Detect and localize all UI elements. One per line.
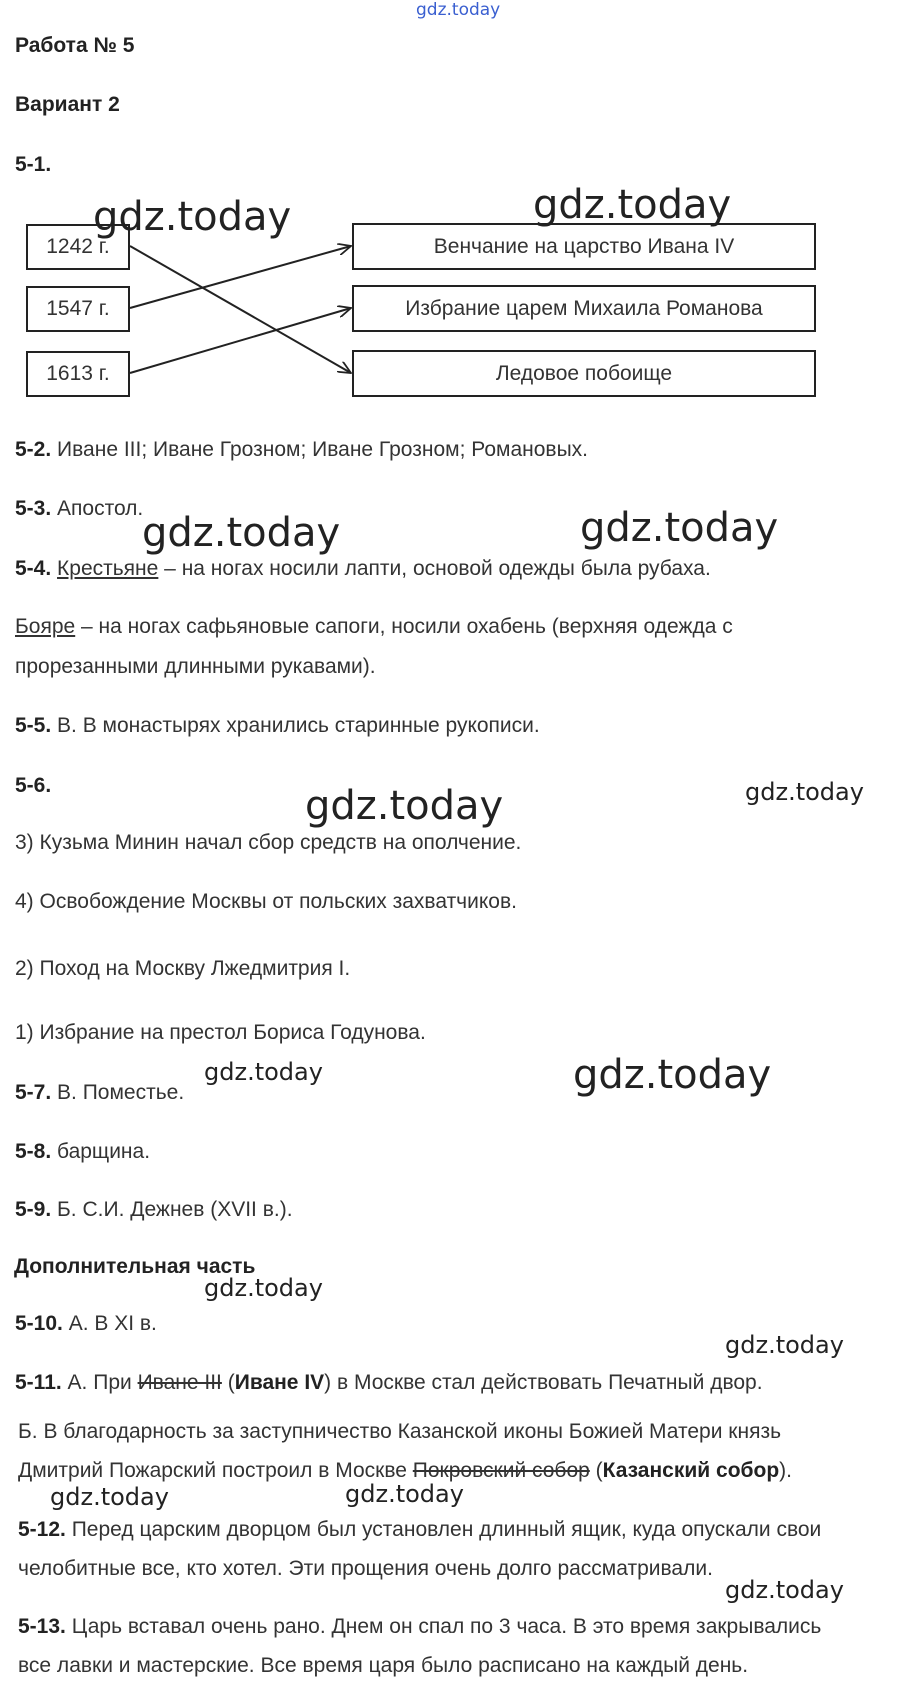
q7-answer: [15, 1080, 184, 1106]
q4-boyars-line-2: прорезанными длинными рукавами).: [15, 655, 376, 678]
watermark: gdz.today: [725, 1576, 844, 1604]
year-1613: 1613 г.: [46, 362, 110, 385]
q12-line-2: челобитные все, кто хотел. Эти прощения очень долго рассматривали.: [18, 1557, 713, 1580]
q4-label: 5-4.: [15, 557, 52, 580]
q8-label: 5-8.: [15, 1140, 52, 1163]
q9-text: Б. С.И. Дежнев (XVII в.).: [51, 1198, 293, 1221]
q8-answer: [15, 1139, 150, 1165]
q10-text: А. В XI в.: [62, 1312, 157, 1335]
q11-a-struck: Иване III: [137, 1371, 222, 1394]
watermark-top: gdz.today: [416, 0, 501, 20]
q11-b-open: (: [589, 1459, 603, 1482]
q2-label: 5-2.: [15, 438, 52, 461]
watermark: gdz.today: [573, 1052, 772, 1098]
watermark: gdz.today: [745, 778, 864, 806]
watermark: gdz.today: [580, 505, 779, 551]
q13-text-1: Царь вставал очень рано. Днем он спал по 3 часа. В это время закрывались: [65, 1615, 822, 1638]
q11-a-bold: Иване IV: [234, 1371, 325, 1394]
q3-answer: [15, 496, 143, 522]
q11-a-pre: А. При: [61, 1371, 138, 1394]
event-mikhail-romanov: Избрание царем Михаила Романова: [405, 296, 763, 320]
q2-answer: [15, 437, 588, 463]
q8-text: барщина.: [51, 1140, 151, 1163]
q7-text: В. Поместье.: [51, 1081, 185, 1104]
watermark: gdz.today: [142, 510, 341, 556]
arrow-1613-to-romanov: [130, 308, 351, 373]
q11-b-pre: Дмитрий Пожарский построил в Москве: [18, 1459, 413, 1482]
watermark: gdz.today: [93, 194, 292, 240]
q6-item-3: 2) Поход на Москву Лжедмитрия I.: [15, 957, 351, 980]
q6-item-1: 3) Кузьма Минин начал сбор средств на ополчение.: [15, 831, 522, 854]
event-coronation: Венчание на царство Ивана IV: [433, 234, 735, 258]
arrow-1242-to-ice-battle: [130, 246, 351, 373]
q9-answer: [15, 1197, 293, 1223]
q5-label: 5-5.: [15, 714, 52, 737]
q11-b-struck: Покровский собор: [412, 1459, 590, 1482]
q2-text: Иване III; Иване Грозном; Иване Грозном; Романовых.: [51, 438, 588, 461]
q1-label: 5-1.: [15, 153, 52, 176]
q12-line-1: [18, 1517, 821, 1543]
q13-line-1: [18, 1614, 821, 1640]
q3-text: Апостол.: [51, 497, 144, 520]
q13-line-2: все лавки и мастерские. Все время царя было расписано на каждый день.: [18, 1654, 749, 1677]
watermark: gdz.today: [345, 1480, 464, 1508]
q5-answer: [15, 713, 540, 739]
q10-label: 5-10.: [15, 1312, 63, 1335]
q4-boyars-word: Бояре: [15, 615, 76, 638]
q7-label: 5-7.: [15, 1081, 52, 1104]
q11-b-line-1: Б. В благодарность за заступничество Казанской иконы Божией Матери князь: [18, 1420, 782, 1443]
q10-answer: [15, 1311, 157, 1337]
page-title: Работа № 5: [15, 34, 135, 57]
q12-label: 5-12.: [18, 1518, 66, 1541]
extra-title: Дополнительная часть: [14, 1255, 256, 1278]
q11-b-close: ).: [779, 1459, 792, 1482]
q11-a-rest: ) в Москве стал действовать Печатный двор.: [324, 1371, 763, 1394]
q3-label: 5-3.: [15, 497, 52, 520]
q5-text: В. В монастырях хранились старинные рукописи.: [51, 714, 540, 737]
q4-peasants-text: – на ногах носили лапти, основой одежды была рубаха.: [158, 557, 711, 580]
variant-label: Вариант 2: [15, 93, 120, 116]
q11-a-open: (: [221, 1371, 235, 1394]
watermark: gdz.today: [204, 1274, 323, 1302]
year-1242: 1242 г.: [46, 235, 110, 258]
watermark: gdz.today: [204, 1058, 323, 1086]
q6-label: 5-6.: [15, 774, 52, 797]
year-1547: 1547 г.: [46, 297, 110, 320]
arrow-1547-to-coronation: [130, 246, 351, 308]
q11-label: 5-11.: [15, 1371, 62, 1394]
watermark: gdz.today: [305, 783, 504, 829]
q13-label: 5-13.: [18, 1615, 66, 1638]
watermark: gdz.today: [533, 182, 732, 228]
q11-b-bold: Казанский собор: [602, 1459, 780, 1482]
q11-a-line: [15, 1370, 763, 1396]
q6-item-2: 4) Освобождение Москвы от польских захватчиков.: [15, 890, 517, 913]
q4-answer: [15, 556, 711, 582]
q9-label: 5-9.: [15, 1198, 52, 1221]
watermark: gdz.today: [50, 1483, 169, 1511]
q12-text-1: Перед царским дворцом был установлен длинный ящик, куда опускали свои: [65, 1518, 822, 1541]
watermark: gdz.today: [725, 1331, 844, 1359]
q4-boyars-text-1: – на ногах сафьяновые сапоги, носили охабень (верхняя одежда с: [75, 615, 733, 638]
q4-boyars-line-1: [15, 614, 733, 640]
q4-peasants-word: Крестьяне: [57, 557, 159, 580]
q6-item-4: 1) Избрание на престол Бориса Годунова.: [15, 1021, 426, 1044]
event-ice-battle: Ледовое побоище: [495, 361, 673, 385]
